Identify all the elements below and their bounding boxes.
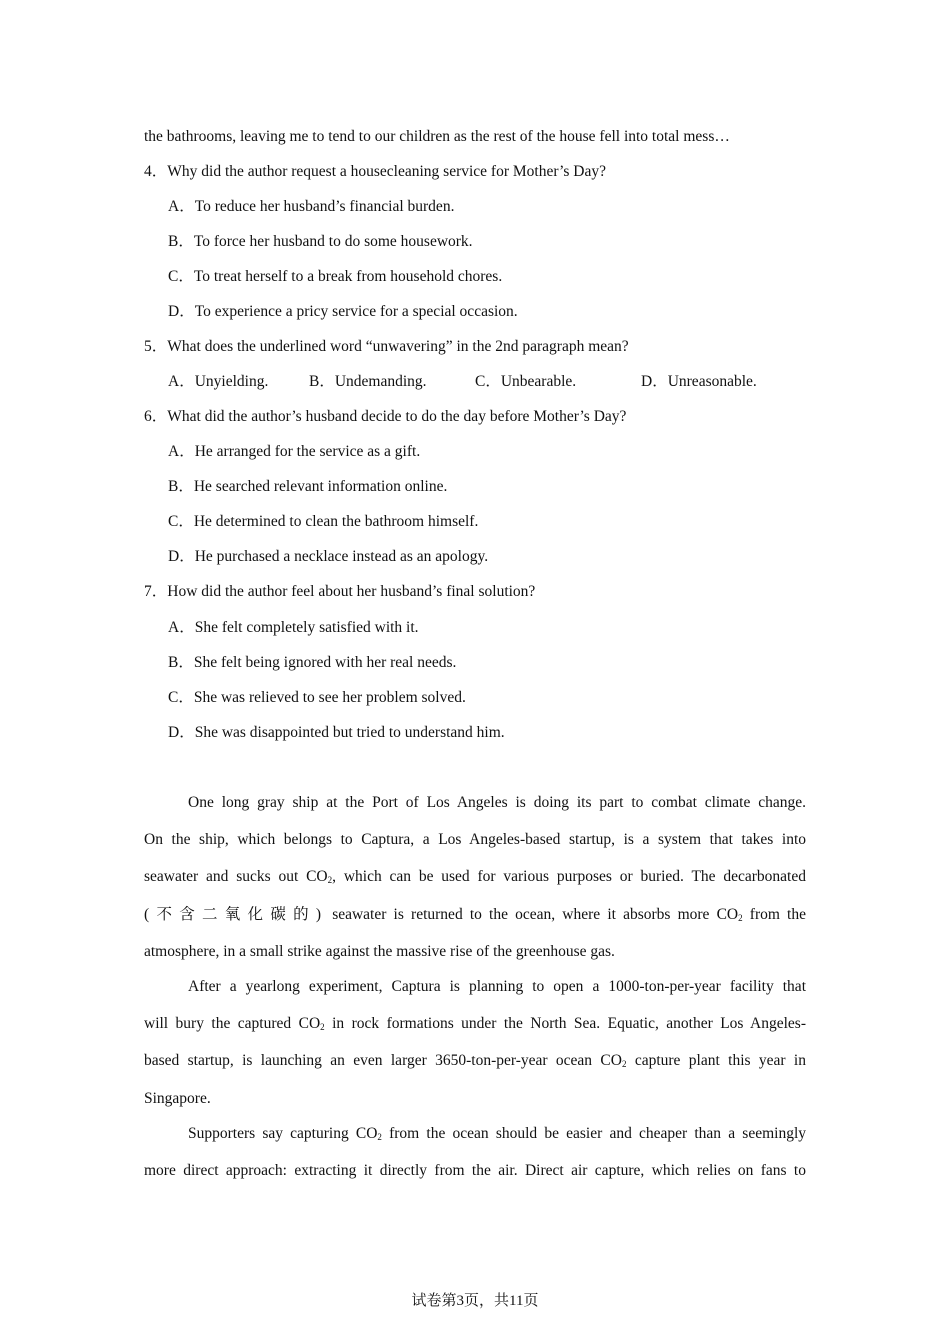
option-6d: D．He purchased a necklace instead as an apology. <box>168 548 489 565</box>
option-4d: D．To experience a pricy service for a special occasion. <box>168 303 518 320</box>
option-5a: A．Unyielding. <box>168 373 269 390</box>
question-number: 6． <box>144 408 168 425</box>
option-4b: B．To force her husband to do some housework. <box>168 233 473 250</box>
question-number: 5． <box>144 338 168 355</box>
option-7a: A．She felt completely satisfied with it. <box>168 619 419 636</box>
option-7b: B．She felt being ignored with her real needs. <box>168 654 457 671</box>
passage-paragraph-1: One long gray ship at the Port of Los Angeles is doing its part to combat climate change. On the ship, which belongs to Captura, a Los Angeles-based startup, is a system that takes into seawater and sucks out $CO_2$, which can be used for various purposes or buried. The decarbonated (不含二氧化碳的) seawater is returned to the ocean, where it absorbs more $CO_2$ from the atmosphere, in a small strike against the massive rise of the greenhouse gas. <box>144 794 806 960</box>
question-text: Why did the author request a housecleaning service for Mother’s Day? <box>167 163 606 180</box>
question-number: 4． <box>144 163 168 180</box>
option-7c: C．She was relieved to see her problem solved. <box>168 689 466 706</box>
question-text: What does the underlined word “unwavering” in the 2nd paragraph mean? <box>167 338 629 355</box>
passage-paragraph-2: After a yearlong experiment, Captura is planning to open a 1000-ton-per-year facility that will bury the captured $CO_2$ in rock formations under the North Sea. Equatic, another Los Angeles- based startup, is launching an even larger 3650-ton-per-year ocean $CO_2$ capture plant this year in Singapore. <box>144 978 806 1107</box>
option-6c: C．He determined to clean the bathroom himself. <box>168 513 479 530</box>
option-6a: A．He arranged for the service as a gift. <box>168 443 421 460</box>
option-5d: D．Unreasonable. <box>641 373 757 390</box>
page-footer: 试卷第3页，共11页 <box>411 1293 539 1309</box>
option-7d: D．She was disappointed but tried to understand him. <box>168 724 505 741</box>
question-5 <box>144 337 629 357</box>
question-4 <box>144 162 606 182</box>
continued-text-line: the bathrooms, leaving me to tend to our children as the rest of the house fell into total mess… <box>144 128 730 145</box>
question-6 <box>144 407 626 427</box>
option-4a: A．To reduce her husband’s financial burden. <box>168 198 455 215</box>
option-4c: C．To treat herself to a break from household chores. <box>168 268 503 285</box>
passage-paragraph-3: Supporters say capturing $CO_2$ from the ocean should be easier and cheaper than a seemingly more direct approach: extracting it directly from the air. Direct air capture, which relies on fans to <box>144 1125 806 1180</box>
question-number: 7． <box>144 583 168 600</box>
chinese-gloss: (不含二氧化碳的) <box>144 905 326 923</box>
option-6b: B．He searched relevant information online. <box>168 478 448 495</box>
question-text: How did the author feel about her husband’s final solution? <box>167 583 536 600</box>
option-5b: B．Undemanding. <box>309 373 427 390</box>
question-text: What did the author’s husband decide to do the day before Mother’s Day? <box>167 408 627 425</box>
question-7 <box>144 582 535 602</box>
option-5c: C．Unbearable. <box>475 373 577 390</box>
